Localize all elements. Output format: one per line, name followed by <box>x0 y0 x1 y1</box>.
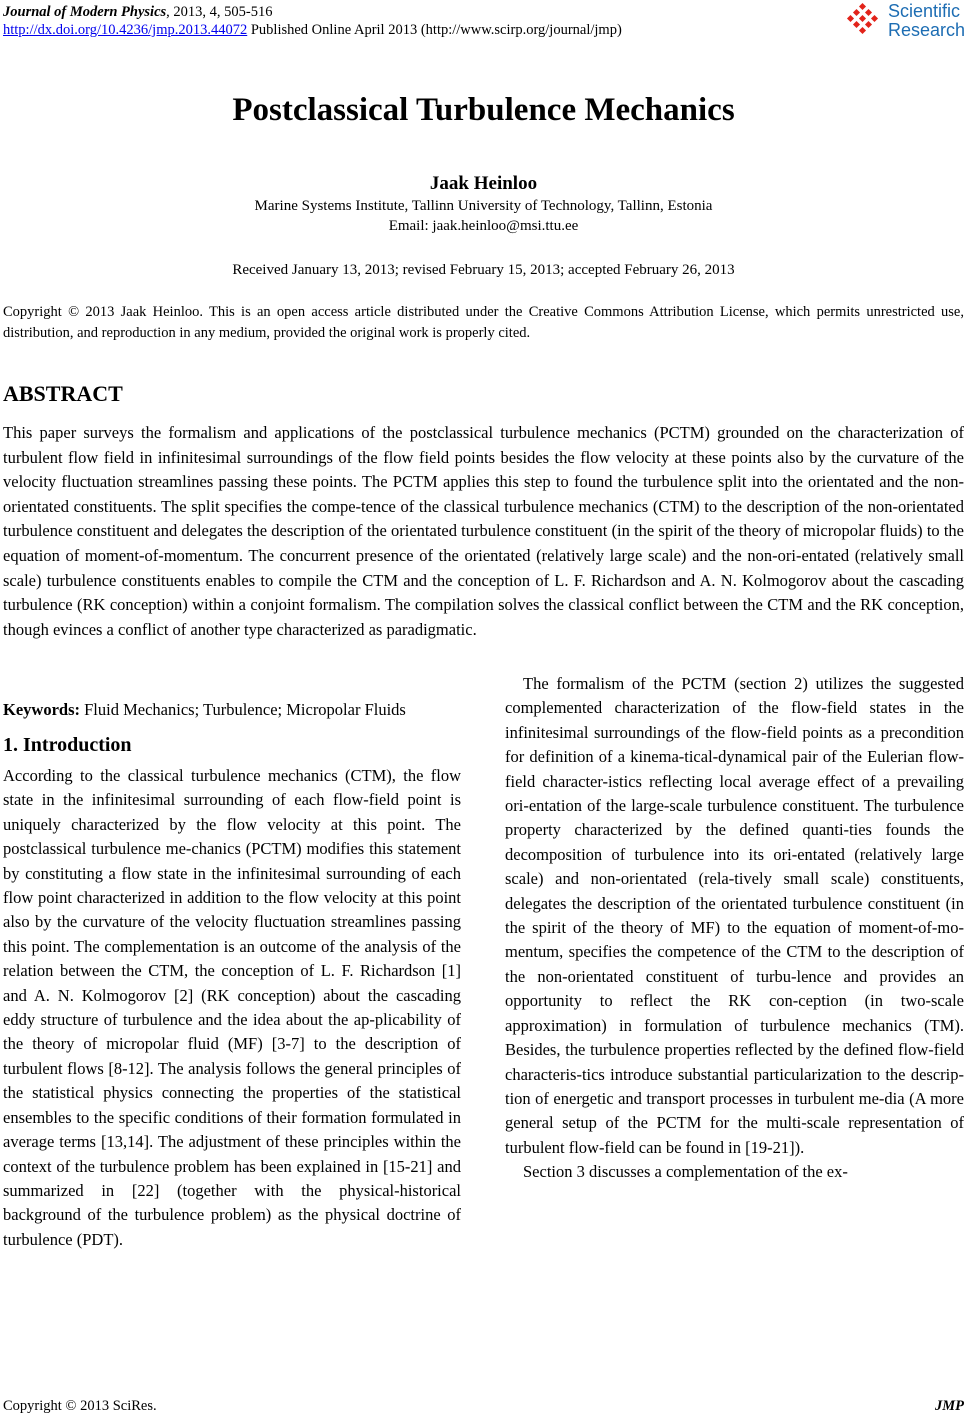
journal-name: Journal of Modern Physics <box>3 4 167 20</box>
intro-paragraph-3: Section 3 discusses a complementation of the ex- <box>523 1162 848 1182</box>
publisher-logo <box>846 2 964 42</box>
footer-copyright: Copyright © 2013 SciRes. <box>3 1398 157 1414</box>
keywords-label: Keywords: <box>3 700 80 719</box>
footer-journal-abbrev: JMP <box>935 1398 964 1414</box>
publisher-logo-icon <box>846 2 886 42</box>
author-affiliation: Marine Systems Institute, Tallinn University of Technology, Tallinn, Estonia <box>254 198 713 214</box>
publisher-logo-text: Scientific Research <box>888 1 966 40</box>
right-column <box>505 672 964 1185</box>
abstract-heading: ABSTRACT <box>3 381 123 406</box>
page-footer <box>3 1397 964 1415</box>
keywords <box>3 698 406 722</box>
author-email: Email: jaak.heinloo@msi.ttu.ee <box>388 218 579 234</box>
journal-citation: , 2013, 4, 505-516 <box>166 4 273 20</box>
left-column <box>3 764 461 1252</box>
paper-author: Jaak Heinloo <box>429 173 538 194</box>
paper-dates: Received January 13, 2013; revised February 15, 2013; accepted February 26, 2013 <box>232 262 735 278</box>
abstract-text: This paper surveys the formalism and applications of the postclassical turbulence mechanics (PCTM) grounded on the characterization of turbulent flow field in infinitesimal surroundings of the flow field points besides the flow velocity at these points also by the curvature of the velocity fluctuation streamlines passing these points. The PCTM applies this step to found the turbulence split into the orientated and the non-orientated constituents. The split specifies the compe-tence of the classical turbulence mechanics (CTM) to the description of the non-orientated turbulence constituent and delegates the description of the orientated turbulence constituent (in the spirit of the theory of micropolar fluids) to the equation of moment-of-momentum. The concurrent presence of the orientated (relatively large scale) and the non-ori-entated (relatively small scale) turbulence constituents enables to compile the CTM and the conception of L. F. Richardson and A. N. Kolmogorov about the cascading turbulence (RK conception) within a conjoint formalism. The compilation solves the classical conflict between the CTM and the RK conception, though evinces a conflict of another type characterized as paradigmatic. <box>3 423 964 639</box>
intro-paragraph-2: The formalism of the PCTM (section 2) utilizes the suggested complemented characterization of the flow-field states in the infinitesimal surroundings of the flow-field points as a precondition for definition of a kinema-tical-dynamical pair of the Eulerian flow-field character-istics reflecting local average effect of a prevailing ori-entation of the large-scale turbulence constituent. The turbulence property characterized by the defined quanti-ties founds the decomposition of turbulence into its ori-entated (relatively large scale) and non-orientated (rela-tively small scale) constituents, delegates the description of the orientated turbulence constituent (in the spirit of the theory of MF) to the equation of moment-of-mo-mentum, specifies the competence of the CTM to the description of the non-orientated constituent of turbu-lence and provides an opportunity to reflect the RK con-ception (in two-scale approximation) in formulation of turbulence mechanics (TM). Besides, the turbulence properties reflected by the defined flow-field characteris-tics introduce substantial particularization to the descrip-tion of energetic and transport processes in turbulent me-dia (A more general setup of the PCTM for the multi-scale representation of turbulent flow-field can be found in [19-21]). <box>505 674 964 1157</box>
intro-paragraph-1: According to the classical turbulence mechanics (CTM), the flow state in the infinitesimal surrounding of each flow-field point is uniquely characterized by the flow velocity at this point. The postclassical turbulence me-chanics (PCTM) modifies this statement by constituting a flow state in the infinitesimal surrounding of each flow point characterized in addition to the flow velocity at this point also by the curvature of the velocity fluctuation streamlines passing this point. The complementation is an outcome of the analysis of the relation between the CTM, the conception of L. F. Richardson [1] and A. N. Kolmogorov [2] (RK conception) about the cascading eddy structure of turbulence and the idea about the ap-plicability of the theory of micropolar fluid (MF) [3-7] to the description of turbulent flows [8-12]. The analysis follows the general principles of the statistical physics connecting the properties of the statistical ensembles to the specific conditions of their formation formulated in average terms [13,14]. The adjustment of these principles within the context of the turbulence problem has been explained in [15-21] and summarized in [22] (together with the physical-historical background of the turbulence problem) as the physical doctrine of turbulence (PDT). <box>3 766 461 1249</box>
copyright-notice: Copyright © 2013 Jaak Heinloo. This is an open access article distributed under the Creative Commons Attribution License, which permits unrestricted use, distribution, and reproduction in any medium, provided the original work is properly cited. <box>3 304 964 341</box>
section-heading-introduction: 1. Introduction <box>3 734 132 756</box>
keywords-list: Fluid Mechanics; Turbulence; Micropolar Fluids <box>80 700 406 719</box>
doi-link[interactable]: http://dx.doi.org/10.4236/jmp.2013.44072 <box>3 22 248 38</box>
journal-header <box>3 3 622 39</box>
published-info: Published Online April 2013 (http://www.scirp.org/journal/jmp) <box>247 22 622 38</box>
paper-title: Postclassical Turbulence Mechanics <box>232 92 735 128</box>
